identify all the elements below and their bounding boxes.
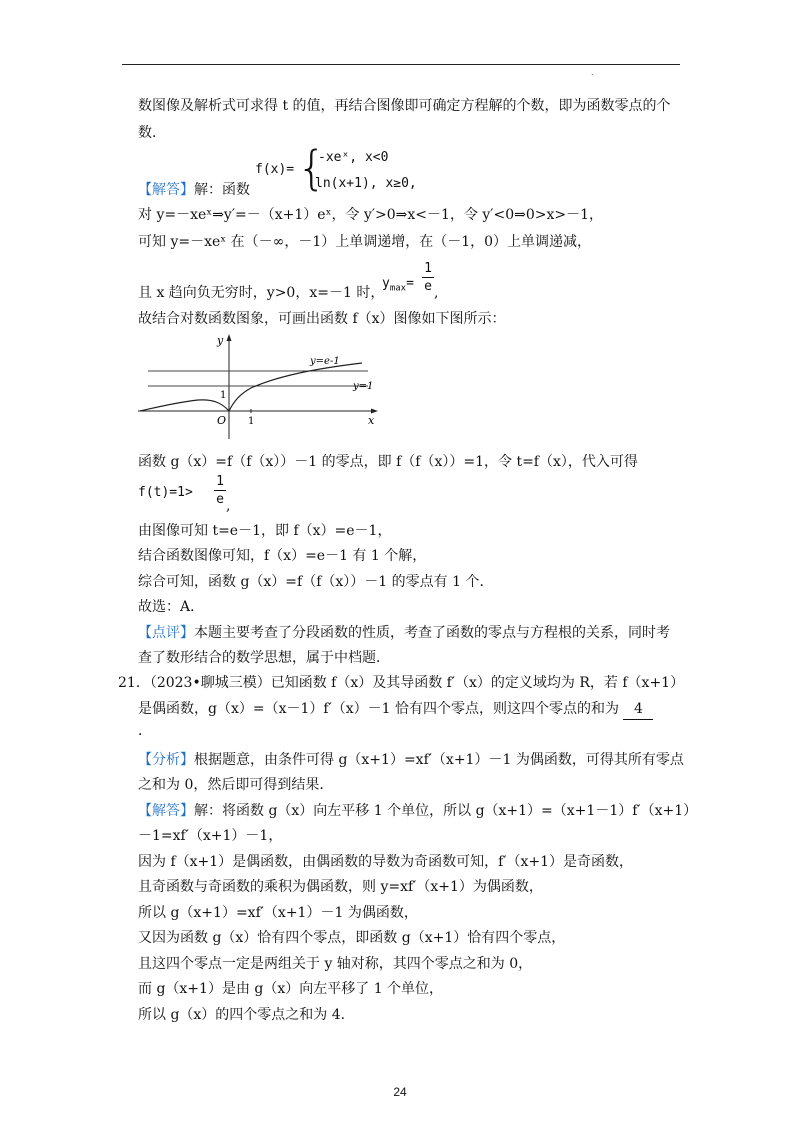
ft-numerator: 1: [216, 474, 224, 489]
text-line: 综合可知，函数 g（x）=f（f（x））－1 的零点有 1 个．: [138, 574, 494, 590]
text-line: 且这四个零点一定是两组关于 y 轴对称，其四个零点之和为 0，: [138, 956, 533, 972]
ft-denominator: e: [216, 492, 224, 507]
graph-line-bottom-label: y=1: [353, 381, 374, 392]
jieda-text: 解：函数: [194, 182, 250, 198]
text-line: 且奇函数与奇函数的乘积为偶函数，则 y=xf′（x+1）为偶函数，: [138, 879, 543, 895]
text-line: 所以 g（x）的四个零点之和为 4．: [138, 1007, 355, 1023]
jieda-tag: 【解答】: [138, 182, 194, 198]
dianping-line: [138, 623, 670, 643]
ymax-numerator: 1: [424, 261, 432, 276]
ymax-denominator: e: [424, 279, 432, 294]
text-line: 之和为 0，然后即可得到结果．: [138, 777, 334, 793]
piecewise-label: f(x)=: [255, 162, 295, 177]
ymax-fraction: [422, 261, 434, 294]
ft-expression: f(t)=1>: [138, 485, 193, 500]
text-line: 数图像及解析式可求得 t 的值，再结合图像即可确定方程解的个数，即为函数零点的个: [138, 98, 671, 114]
page-number: 24: [393, 1085, 407, 1099]
jieda2-text: 解：将函数 g（x）向左平移 1 个单位，所以 g（x+1）=（x+1－1）f′（x+1）: [194, 803, 698, 819]
fenxi-line: [138, 750, 684, 770]
text-line: 对 y=－xeˣ⇒y′=－（x+1）eˣ，令 y′>0⇒x<－1，令 y′<0⇒0>x>－1，: [138, 207, 604, 223]
graph-y-label: y: [217, 334, 224, 347]
text-line: 查了数形结合的数学思想，属于中档题．: [138, 650, 390, 666]
dianping-text: 本题主要考查了分段函数的性质，考查了函数的零点与方程根的关系，同时考: [194, 625, 670, 641]
text-line: 且 x 趋向负无穷时，y>0，x=－1 时，: [138, 285, 385, 301]
text-line: 故结合对数函数图象，可画出函数 f（x）图像如下图所示：: [138, 311, 506, 327]
graph-origin-label: O: [217, 414, 227, 427]
graph-tick-y: 1: [220, 390, 227, 401]
graph-tick-x: 1: [248, 416, 255, 427]
piecewise-case-1: -xeˣ, x<0: [318, 150, 389, 165]
fenxi-text: 根据题意，由条件可得 g（x+1）=xf′（x+1）－1 为偶函数，可得其所有零点: [194, 752, 684, 768]
text-line: 由图像可知 t=e－1，即 f（x）=e－1，: [138, 523, 392, 539]
question-21-line-2: 是偶函数，g（x）=（x－1）f′（x）－1 恰有四个零点，则这四个零点的和为 4: [138, 699, 653, 720]
answer-blank: 4: [623, 699, 653, 720]
text-line: 数．: [138, 125, 166, 141]
header-rule: [122, 64, 680, 65]
text-line: 又因为函数 g（x）恰有四个零点，即函数 g（x+1）恰有四个零点，: [138, 930, 566, 946]
text-line: 所以 g（x+1）=xf′（x+1）－1 为偶函数，: [138, 905, 418, 921]
ymax-label: $y_{max}=$: [382, 276, 414, 294]
jieda-line: [138, 180, 250, 200]
text-line: 函数 g（x）=f（f（x））－1 的零点，即 f（f（x））=1，令 t=f（x），代入可得: [138, 454, 638, 470]
text-line: 故选：A．: [138, 599, 205, 615]
ymax-comma: ,: [434, 285, 439, 301]
ft-comma: ,: [226, 498, 231, 514]
fenxi-tag: 【分析】: [138, 752, 194, 768]
text-line: 而 g（x+1）是由 g（x）向左平移了 1 个单位，: [138, 981, 444, 997]
question-21-line-3: ．: [138, 723, 152, 739]
header-dot: .: [591, 68, 594, 77]
function-graph: [138, 331, 378, 445]
graph-x-label: x: [368, 414, 375, 427]
dianping-tag: 【点评】: [138, 625, 194, 641]
text-line: 因为 f（x+1）是偶函数，由偶函数的导数为奇函数可知，f′（x+1）是奇函数，: [138, 854, 634, 870]
ft-fraction: [214, 474, 226, 507]
piecewise-brace: {: [297, 141, 327, 195]
piecewise-case-2: ln(x+1), x≥0,: [315, 176, 417, 191]
text-line: 可知 y=－xeˣ 在（－∞，－1）上单调递增，在（－1，0）上单调递减，: [138, 234, 592, 250]
text-line: －1=xf′（x+1）－1，: [138, 828, 283, 844]
jieda2-tag: 【解答】: [138, 803, 194, 819]
question-21-line-1: 21．（2023•聊城三模）已知函数 f（x）及其导函数 f′（x）的定义域均为 R，若 f（x+1）: [118, 675, 685, 691]
text-line: 结合函数图像可知，f（x）=e－1 有 1 个解，: [138, 548, 427, 564]
graph-line-top-label: y=e-1: [310, 356, 340, 367]
jieda2-line: [138, 801, 697, 821]
